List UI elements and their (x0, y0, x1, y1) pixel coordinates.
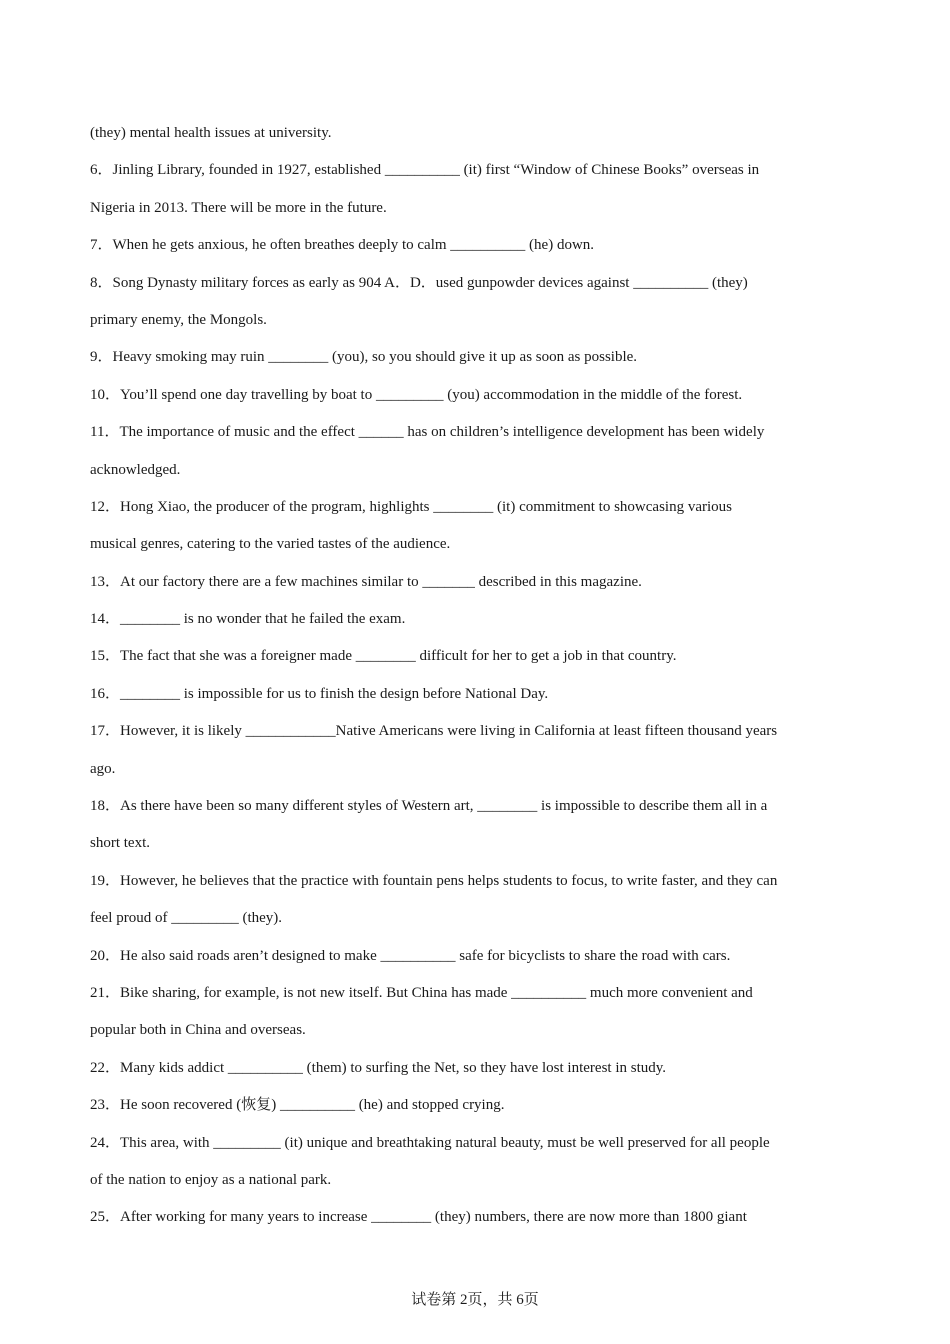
text-line: musical genres, catering to the varied tastes of the audience. (90, 536, 451, 553)
text-line: (they) mental health issues at university. (90, 125, 332, 141)
text-line: 24．This area, with _________ (it) unique and breathtaking natural beauty, must be well preserved for all people (90, 1134, 770, 1151)
text-line: 17．However, it is likely ____________Native Americans were living in California at least fifteen thousand years (90, 723, 778, 740)
text-line: 13．At our factory there are a few machines similar to _______ described in this magazine. (90, 573, 642, 590)
text-line: 20．He also said roads aren’t designed to make __________ safe for bicyclists to share the road with cars. (90, 947, 731, 964)
text-line: 10．You’ll spend one day travelling by boat to _________ (you) accommodation in the middle of the forest. (90, 386, 743, 403)
text-line: 6．Jinling Library, founded in 1927, established __________ (it) first “Window of Chinese Books” overseas in (90, 162, 760, 179)
text-line: primary enemy, the Mongols. (90, 311, 267, 328)
text-line: Nigeria in 2013. There will be more in the future. (90, 199, 387, 216)
text-line: 8．Song Dynasty military forces as early as 904 A．D．used gunpowder devices against __________ (they) (90, 274, 748, 291)
text-line: acknowledged. (90, 461, 181, 478)
text-line: 23．He soon recovered (恢复) __________ (he) and stopped crying. (90, 1097, 505, 1114)
text-line: 11．The importance of music and the effect ______ has on children’s intelligence development has been widely (90, 424, 765, 441)
text-line: ago. (90, 760, 116, 777)
text-line: 25．After working for many years to increase ________ (they) numbers, there are now more than 1800 giant (90, 1209, 747, 1226)
text-line: 9．Heavy smoking may ruin ________ (you), so you should give it up as soon as possible. (90, 349, 638, 366)
text-line: 16．________ is impossible for us to finish the design before National Day. (90, 685, 549, 702)
text-line: 18．As there have been so many different styles of Western art, ________ is impossible to describe them all in a (90, 798, 768, 815)
page-number-footer: 试卷第 2页，共 6页 (411, 1292, 539, 1308)
text-line: popular both in China and overseas. (90, 1022, 306, 1039)
text-line: of the nation to enjoy as a national park. (90, 1171, 332, 1188)
text-line: 12．Hong Xiao, the producer of the program, highlights ________ (it) commitment to showcasing various (90, 498, 732, 515)
question-text-block (90, 115, 865, 1237)
text-line: 19．However, he believes that the practice with fountain pens helps students to focus, to write faster, and they can (90, 872, 778, 889)
text-line: 15．The fact that she was a foreigner made ________ difficult for her to get a job in that country. (90, 648, 677, 665)
text-line: 21．Bike sharing, for example, is not new itself. But China has made __________ much more convenient and (90, 984, 753, 1001)
text-line: 14．________ is no wonder that he failed the exam. (90, 611, 406, 628)
text-line: short text. (90, 835, 150, 852)
text-line: 7．When he gets anxious, he often breathes deeply to calm __________ (he) down. (90, 237, 595, 254)
text-line: feel proud of _________ (they). (90, 910, 283, 927)
text-line: 22．Many kids addict __________ (them) to surfing the Net, so they have lost interest in study. (90, 1059, 667, 1076)
